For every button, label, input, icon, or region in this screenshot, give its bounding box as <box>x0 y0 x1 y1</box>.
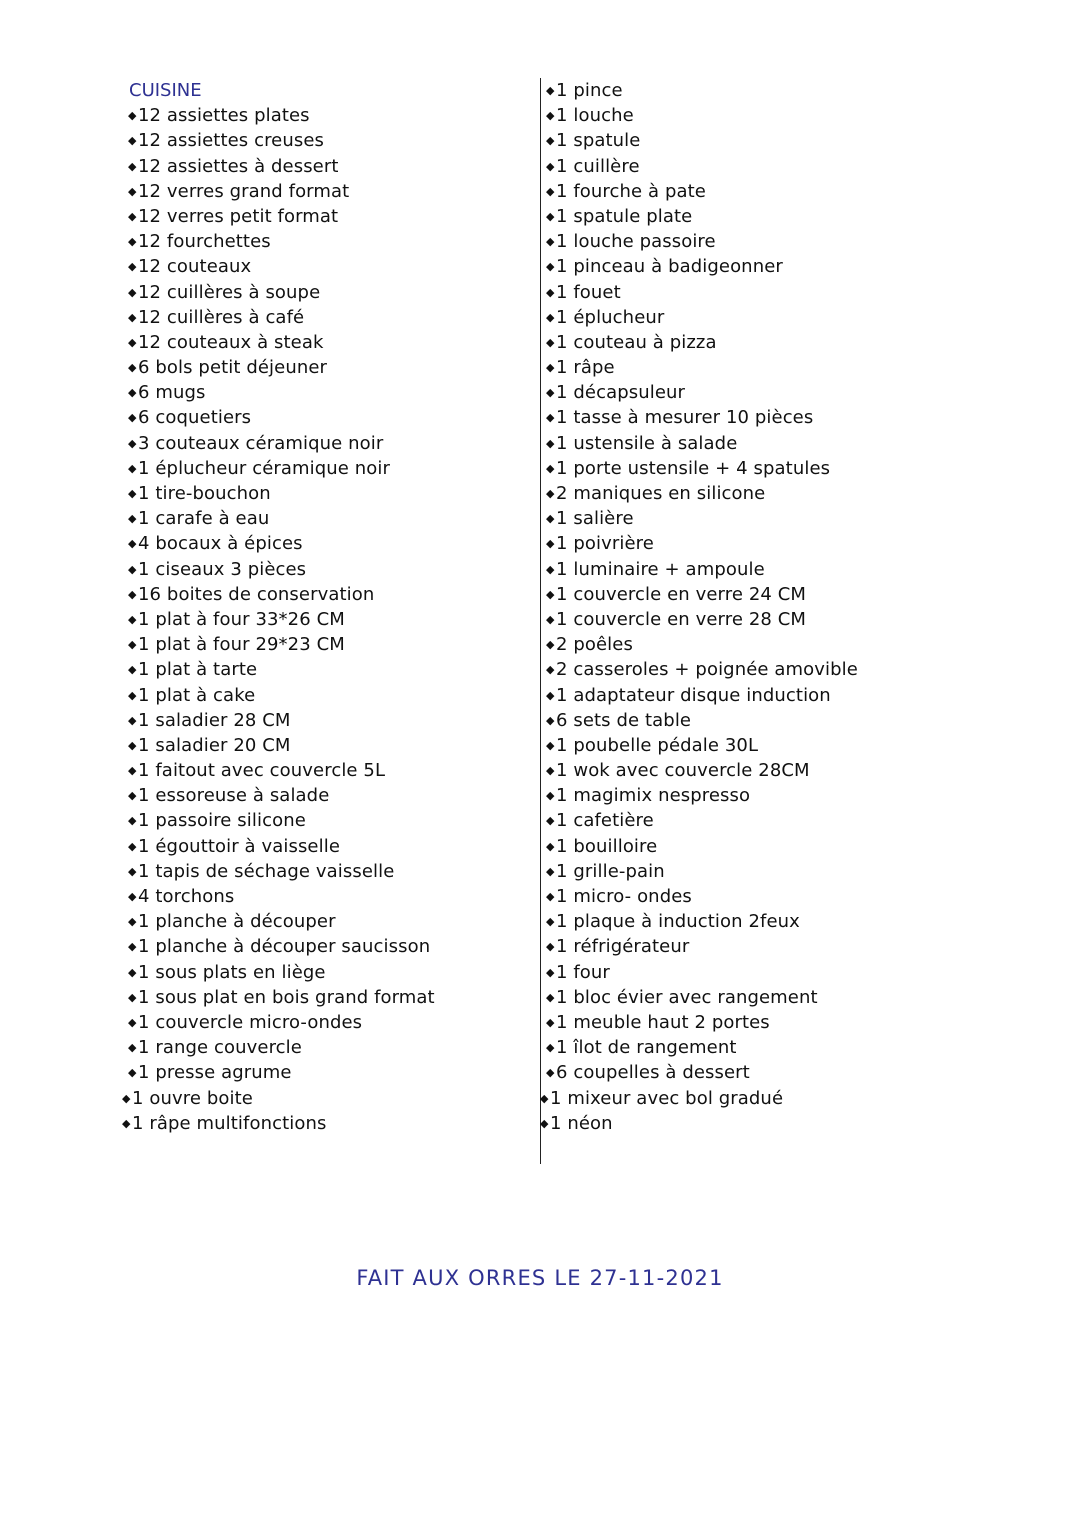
list-item <box>546 758 986 783</box>
diamond-bullet-icon: ◆ <box>546 134 555 148</box>
item-label: 12 couteaux <box>138 256 252 278</box>
item-label: 1 couvercle en verre 28 CM <box>556 608 807 630</box>
item-label: 1 fouet <box>556 281 621 303</box>
diamond-bullet-icon: ◆ <box>546 84 555 97</box>
item-label: 1 porte ustensile + 4 spatules <box>556 457 831 479</box>
list-item <box>128 1010 528 1035</box>
diamond-bullet-icon: ◆ <box>128 965 137 979</box>
list-item <box>128 128 528 153</box>
list-item <box>546 305 986 330</box>
diamond-bullet-icon: ◆ <box>546 487 555 500</box>
diamond-bullet-icon: ◆ <box>128 864 137 878</box>
item-label: 12 assiettes plates <box>138 105 310 127</box>
item-label: 1 râpe <box>556 357 615 379</box>
diamond-bullet-icon: ◆ <box>128 436 137 450</box>
item-label: 1 pinceau à badigeonner <box>556 256 783 278</box>
item-label: 1 pince <box>556 80 623 101</box>
item-label: 1 wok avec couvercle 28CM <box>556 760 810 782</box>
diamond-bullet-icon: ◆ <box>128 109 137 123</box>
diamond-bullet-icon: ◆ <box>546 764 555 778</box>
diamond-bullet-icon: ◆ <box>546 1066 555 1080</box>
item-label: 1 saladier 20 CM <box>138 734 291 756</box>
diamond-bullet-icon: ◆ <box>546 361 555 375</box>
list-item <box>128 607 528 632</box>
diamond-bullet-icon: ◆ <box>128 537 137 551</box>
item-label: 1 meuble haut 2 portes <box>556 1011 770 1033</box>
diamond-bullet-icon: ◆ <box>546 335 555 349</box>
diamond-bullet-icon: ◆ <box>128 764 137 778</box>
item-label: 1 égouttoir à vaisselle <box>138 835 340 857</box>
diamond-bullet-icon: ◆ <box>546 386 555 400</box>
diamond-bullet-icon: ◆ <box>546 109 555 123</box>
diamond-bullet-icon: ◆ <box>546 411 555 425</box>
list-item <box>128 960 528 985</box>
list-item <box>546 934 986 959</box>
list-item <box>128 154 528 179</box>
item-label: 1 luminaire + ampoule <box>556 558 765 580</box>
item-label: 1 poubelle pédale 30L <box>556 734 759 756</box>
item-label: 12 verres grand format <box>138 180 350 202</box>
list-item <box>128 834 528 859</box>
list-item <box>128 657 528 682</box>
item-label: 1 néon <box>550 1112 613 1134</box>
item-label: 1 ustensile à salade <box>556 432 738 454</box>
item-label: 1 poivrière <box>556 533 654 555</box>
list-item <box>546 884 986 909</box>
diamond-bullet-icon: ◆ <box>546 436 555 450</box>
list-item <box>546 859 986 884</box>
list-item <box>546 330 986 355</box>
diamond-bullet-icon: ◆ <box>128 612 137 626</box>
diamond-bullet-icon: ◆ <box>546 713 555 727</box>
column-divider <box>540 78 541 1164</box>
item-label: 1 salière <box>556 508 634 530</box>
item-label: 6 mugs <box>138 382 206 404</box>
list-item <box>546 657 986 682</box>
right-column <box>540 78 986 1136</box>
item-label: 1 saladier 28 CM <box>138 709 291 731</box>
list-item <box>540 1111 986 1136</box>
item-label: 1 couvercle micro-ondes <box>138 1011 363 1033</box>
list-item <box>546 557 986 582</box>
diamond-bullet-icon: ◆ <box>128 663 137 677</box>
list-item <box>546 708 986 733</box>
list-item <box>546 632 986 657</box>
item-label: 1 sous plats en liège <box>138 961 326 983</box>
diamond-bullet-icon: ◆ <box>546 638 555 652</box>
diamond-bullet-icon: ◆ <box>546 587 555 601</box>
item-label: 12 fourchettes <box>138 231 271 253</box>
item-label: 1 cafetière <box>556 810 654 832</box>
list-item <box>128 280 528 305</box>
list-item <box>128 204 528 229</box>
diamond-bullet-icon: ◆ <box>128 940 137 954</box>
item-label: 6 coquetiers <box>138 407 252 429</box>
list-item <box>546 103 986 128</box>
item-label: 1 mixeur avec bol gradué <box>550 1087 784 1109</box>
list-item <box>128 305 528 330</box>
item-label: 1 louche passoire <box>556 231 716 253</box>
diamond-bullet-icon: ◆ <box>546 1041 555 1055</box>
left-column <box>122 78 528 1136</box>
list-item <box>128 506 528 531</box>
item-label: 1 couvercle en verre 24 CM <box>556 583 807 605</box>
list-item <box>128 1035 528 1060</box>
item-label: 1 essoreuse à salade <box>138 785 330 807</box>
item-label: 1 plat à four 33*26 CM <box>138 608 345 630</box>
list-item <box>546 834 986 859</box>
list-item <box>128 708 528 733</box>
list-item <box>128 380 528 405</box>
diamond-bullet-icon: ◆ <box>128 285 137 299</box>
list-item <box>546 1060 986 1085</box>
diamond-bullet-icon: ◆ <box>546 663 555 677</box>
list-item <box>546 154 986 179</box>
diamond-bullet-icon: ◆ <box>546 235 555 249</box>
diamond-bullet-icon: ◆ <box>546 310 555 324</box>
list-item <box>128 103 528 128</box>
diamond-bullet-icon: ◆ <box>128 386 137 400</box>
list-item <box>546 204 986 229</box>
list-item <box>546 1010 986 1035</box>
item-label: 12 assiettes à dessert <box>138 155 339 177</box>
item-label: 12 verres petit format <box>138 205 339 227</box>
item-label: 1 tasse à mesurer 10 pièces <box>556 407 814 429</box>
diamond-bullet-icon: ◆ <box>546 562 555 576</box>
right-item-list <box>540 78 986 1136</box>
list-item <box>128 557 528 582</box>
list-item <box>546 78 986 103</box>
list-item <box>122 1086 528 1111</box>
diamond-bullet-icon: ◆ <box>546 461 555 475</box>
list-item <box>128 934 528 959</box>
list-item <box>122 1111 528 1136</box>
diamond-bullet-icon: ◆ <box>128 461 137 475</box>
item-label: 1 ouvre boite <box>132 1087 253 1109</box>
item-label: 1 décapsuleur <box>556 382 685 404</box>
diamond-bullet-icon: ◆ <box>540 1116 549 1130</box>
item-label: 1 plat à tarte <box>138 659 258 681</box>
list-item <box>128 582 528 607</box>
item-label: 1 râpe multifonctions <box>132 1112 327 1134</box>
diamond-bullet-icon: ◆ <box>546 209 555 223</box>
list-item <box>128 355 528 380</box>
item-label: 1 plaque à induction 2feux <box>556 911 800 933</box>
diamond-bullet-icon: ◆ <box>128 890 137 903</box>
diamond-bullet-icon: ◆ <box>546 512 555 526</box>
list-item <box>546 506 986 531</box>
list-item <box>128 783 528 808</box>
item-label: 1 bloc évier avec rangement <box>556 986 818 1008</box>
diamond-bullet-icon: ◆ <box>128 411 137 425</box>
list-item <box>546 783 986 808</box>
item-label: 1 tire-bouchon <box>138 483 271 504</box>
diamond-bullet-icon: ◆ <box>128 235 137 249</box>
list-item <box>546 229 986 254</box>
diamond-bullet-icon: ◆ <box>546 789 555 803</box>
item-label: 1 range couvercle <box>138 1037 302 1059</box>
list-item <box>128 808 528 833</box>
list-item <box>128 229 528 254</box>
list-item <box>546 179 986 204</box>
item-label: 2 maniques en silicone <box>556 483 766 504</box>
diamond-bullet-icon: ◆ <box>546 940 555 954</box>
item-label: 1 bouilloire <box>556 835 658 857</box>
list-item <box>128 330 528 355</box>
diamond-bullet-icon: ◆ <box>128 335 137 349</box>
diamond-bullet-icon: ◆ <box>546 839 555 853</box>
diamond-bullet-icon: ◆ <box>128 209 137 223</box>
list-item <box>128 733 528 758</box>
list-item <box>546 431 986 456</box>
diamond-bullet-icon: ◆ <box>128 184 137 198</box>
item-label: 1 planche à découper <box>138 911 336 933</box>
item-label: 1 micro- ondes <box>556 886 692 907</box>
list-item <box>546 531 986 556</box>
diamond-bullet-icon: ◆ <box>122 1091 131 1105</box>
item-label: 1 faitout avec couvercle 5L <box>138 760 386 782</box>
item-label: 2 poêles <box>556 634 633 656</box>
list-item <box>128 632 528 657</box>
item-label: 1 cuillère <box>556 155 640 177</box>
diamond-bullet-icon: ◆ <box>546 612 555 626</box>
item-label: 1 ciseaux 3 pièces <box>138 558 307 580</box>
item-label: 1 fourche à pate <box>556 180 706 202</box>
item-label: 16 boites de conservation <box>138 583 375 605</box>
item-label: 1 couteau à pizza <box>556 331 717 353</box>
diamond-bullet-icon: ◆ <box>128 738 137 752</box>
diamond-bullet-icon: ◆ <box>128 915 137 929</box>
list-item <box>128 985 528 1010</box>
section-title: CUISINE <box>129 80 202 101</box>
list-item <box>546 481 986 506</box>
diamond-bullet-icon: ◆ <box>546 990 555 1004</box>
list-item <box>128 456 528 481</box>
item-label: 4 torchons <box>138 886 235 907</box>
list-item <box>128 683 528 708</box>
list-item <box>128 1060 528 1085</box>
list-item <box>546 960 986 985</box>
diamond-bullet-icon: ◆ <box>546 738 555 752</box>
list-item <box>546 985 986 1010</box>
item-label: 1 grille-pain <box>556 860 665 882</box>
diamond-bullet-icon: ◆ <box>546 688 555 702</box>
item-label: 1 carafe à eau <box>138 508 270 530</box>
list-item <box>128 431 528 456</box>
list-item <box>128 884 528 909</box>
list-item <box>546 808 986 833</box>
item-label: 1 plat à cake <box>138 684 256 706</box>
diamond-bullet-icon: ◆ <box>546 915 555 929</box>
diamond-bullet-icon: ◆ <box>546 1015 555 1029</box>
list-item <box>128 859 528 884</box>
item-label: 12 couteaux à steak <box>138 331 324 353</box>
item-label: 6 sets de table <box>556 709 692 731</box>
item-label: 1 éplucheur céramique noir <box>138 457 390 479</box>
diamond-bullet-icon: ◆ <box>128 587 137 601</box>
list-item <box>128 531 528 556</box>
diamond-bullet-icon: ◆ <box>128 638 137 652</box>
item-label: 1 adaptateur disque induction <box>556 684 831 706</box>
diamond-bullet-icon: ◆ <box>128 814 137 828</box>
list-item <box>128 254 528 279</box>
item-label: 1 îlot de rangement <box>556 1037 737 1059</box>
item-label: 1 passoire silicone <box>138 810 306 832</box>
list-item <box>546 254 986 279</box>
item-label: 12 cuillères à café <box>138 306 305 328</box>
item-label: 1 spatule <box>556 130 641 152</box>
diamond-bullet-icon: ◆ <box>128 512 137 526</box>
list-item <box>540 1086 986 1111</box>
footer-signature-line: FAIT AUX ORRES LE 27-11-2021 <box>356 1266 724 1290</box>
diamond-bullet-icon: ◆ <box>128 260 137 274</box>
item-label: 12 cuillères à soupe <box>138 281 321 303</box>
item-label: 12 assiettes creuses <box>138 130 324 152</box>
item-label: 6 bols petit déjeuner <box>138 357 328 379</box>
diamond-bullet-icon: ◆ <box>128 310 137 324</box>
item-label: 3 couteaux céramique noir <box>138 432 384 454</box>
list-item <box>128 758 528 783</box>
diamond-bullet-icon: ◆ <box>128 1015 137 1029</box>
list-item <box>546 582 986 607</box>
item-label: 1 éplucheur <box>556 306 665 328</box>
item-label: 1 sous plat en bois grand format <box>138 986 435 1008</box>
item-label: 1 plat à four 29*23 CM <box>138 634 345 656</box>
diamond-bullet-icon: ◆ <box>122 1116 131 1130</box>
diamond-bullet-icon: ◆ <box>546 864 555 878</box>
item-label: 1 magimix nespresso <box>556 785 751 807</box>
diamond-bullet-icon: ◆ <box>546 814 555 828</box>
item-label: 6 coupelles à dessert <box>556 1062 750 1084</box>
item-label: 4 bocaux à épices <box>138 533 303 555</box>
diamond-bullet-icon: ◆ <box>546 159 555 173</box>
list-item <box>546 280 986 305</box>
item-label: 2 casseroles + poignée amovible <box>556 659 858 681</box>
list-item <box>128 909 528 934</box>
diamond-bullet-icon: ◆ <box>128 562 137 576</box>
diamond-bullet-icon: ◆ <box>546 537 555 551</box>
list-item <box>546 607 986 632</box>
diamond-bullet-icon: ◆ <box>128 487 137 500</box>
diamond-bullet-icon: ◆ <box>128 361 137 375</box>
diamond-bullet-icon: ◆ <box>128 990 137 1004</box>
diamond-bullet-icon: ◆ <box>128 688 137 702</box>
item-label: 1 réfrigérateur <box>556 936 690 958</box>
item-label: 1 louche <box>556 105 634 127</box>
list-item <box>546 456 986 481</box>
diamond-bullet-icon: ◆ <box>546 285 555 299</box>
list-item <box>546 380 986 405</box>
item-label: 1 spatule plate <box>556 205 693 227</box>
list-item <box>546 128 986 153</box>
diamond-bullet-icon: ◆ <box>128 159 137 173</box>
item-label: 1 tapis de séchage vaisselle <box>138 860 395 882</box>
diamond-bullet-icon: ◆ <box>540 1091 549 1105</box>
list-item <box>546 683 986 708</box>
diamond-bullet-icon: ◆ <box>128 713 137 727</box>
diamond-bullet-icon: ◆ <box>546 965 555 979</box>
list-item <box>546 733 986 758</box>
item-label: 1 four <box>556 961 610 983</box>
left-item-list <box>122 103 528 1136</box>
list-item <box>128 179 528 204</box>
diamond-bullet-icon: ◆ <box>546 184 555 198</box>
diamond-bullet-icon: ◆ <box>128 789 137 803</box>
list-item <box>546 1035 986 1060</box>
item-label: 1 planche à découper saucisson <box>138 936 431 958</box>
diamond-bullet-icon: ◆ <box>128 134 137 148</box>
list-item <box>128 481 528 506</box>
diamond-bullet-icon: ◆ <box>128 1041 137 1055</box>
diamond-bullet-icon: ◆ <box>546 890 555 903</box>
list-item <box>546 355 986 380</box>
diamond-bullet-icon: ◆ <box>546 260 555 274</box>
diamond-bullet-icon: ◆ <box>128 1066 137 1080</box>
list-item <box>546 909 986 934</box>
item-label: 1 presse agrume <box>138 1062 292 1084</box>
diamond-bullet-icon: ◆ <box>128 839 137 853</box>
list-item <box>128 405 528 430</box>
list-item <box>546 405 986 430</box>
